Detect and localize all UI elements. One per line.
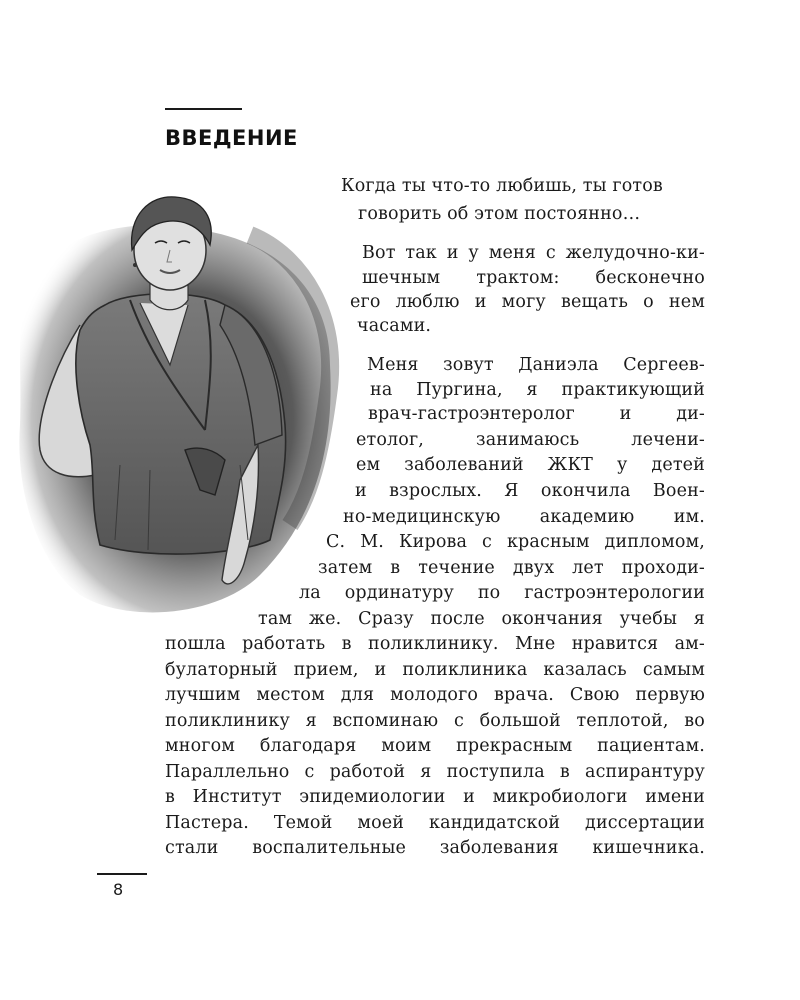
footer-rule — [97, 873, 147, 875]
text-line: Вот так и у меня с желудочно-ки- — [362, 243, 705, 263]
text-line: и взрослых. Я окончила Воен- — [355, 481, 705, 501]
text-line: ла ординатуру по гастроэнтерологии — [299, 583, 705, 603]
text-line: пошла работать в поликлинику. Мне нравится ам- — [165, 634, 705, 654]
text-line: шечным трактом: бесконечно — [362, 268, 705, 288]
text-line: С. М. Кирова с красным дипломом, — [326, 532, 705, 552]
text-line: Меня зовут Даниэла Сергеев- — [367, 355, 705, 375]
woman-portrait-illustration — [10, 195, 340, 640]
text-line: лучшим местом для молодого врача. Свою первую — [165, 685, 705, 705]
text-line: в Институт эпидемиологии и микробиологи имени — [165, 787, 705, 807]
text-line: етолог, занимаюсь лечени- — [356, 430, 705, 450]
text-line: Когда ты что-то любишь, ты готов — [341, 176, 663, 196]
text-line: но-медицинскую академию им. — [343, 507, 705, 527]
text-line: его люблю и могу вещать о нем — [350, 292, 705, 312]
text-line: ем заболеваний ЖКТ у детей — [356, 455, 705, 475]
text-line: на Пургина, я практикующий — [370, 380, 705, 400]
top-rule — [165, 108, 242, 110]
text-line: врач-гастроэнтеролог и ди- — [368, 404, 705, 424]
text-line: поликлинику я вспоминаю с большой теплотой, во — [165, 711, 705, 731]
chapter-heading: ВВЕДЕНИЕ — [165, 126, 298, 150]
text-line: говорить об этом постоянно… — [358, 204, 641, 224]
page-number: 8 — [113, 880, 124, 899]
text-line: часами. — [357, 316, 432, 336]
text-line: стали воспалительные заболевания кишечника. — [165, 838, 705, 858]
text-line: Параллельно с работой я поступила в аспирантуру — [165, 762, 705, 782]
text-line: булаторный прием, и поликлиника казалась самым — [165, 660, 705, 680]
text-line: там же. Сразу после окончания учебы я — [258, 609, 705, 629]
text-line: многом благодаря моим прекрасным пациентам. — [165, 736, 705, 756]
text-line: Пастера. Темой моей кандидатской диссертации — [165, 813, 705, 833]
text-line: затем в течение двух лет проходи- — [318, 558, 705, 578]
